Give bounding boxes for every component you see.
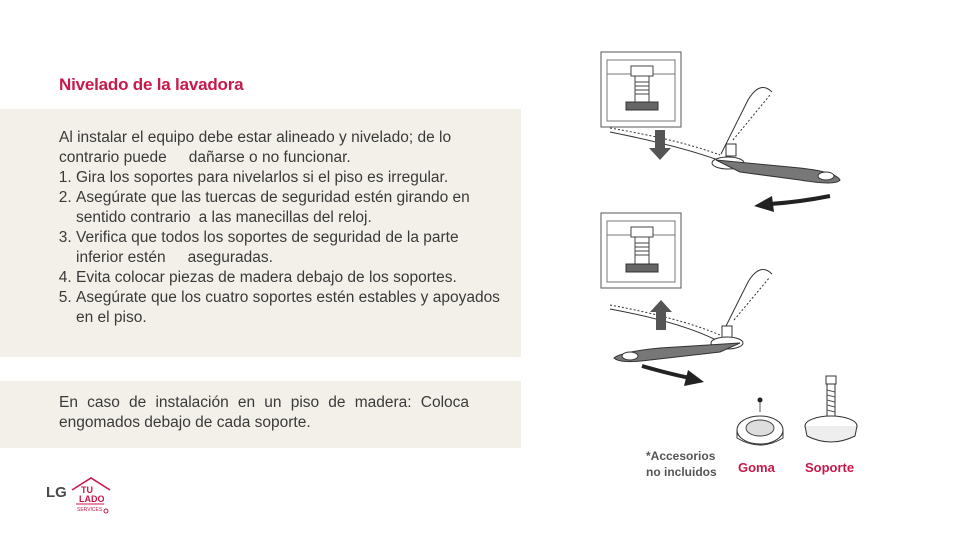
intro-line-1: Al instalar el equipo debe estar alineado y nivelado; de lo	[59, 129, 452, 146]
rubber-label: Goma	[738, 460, 775, 475]
bottom-foot	[614, 326, 743, 362]
logo-tu: TU	[81, 485, 93, 495]
bottom-inset-box	[601, 213, 681, 288]
page-title: Nivelado de la lavadora	[59, 75, 244, 94]
top-foot	[712, 144, 840, 183]
accessories-note: *Accesorios no incluidos	[646, 449, 717, 479]
top-inset-box	[601, 52, 681, 127]
intro-line-2: contrario puede dañarse o no funcionar.	[59, 149, 351, 166]
support-label: Soporte	[805, 460, 855, 475]
step-item: 3. Verifica que todos los soportes de seguridad de la parte inferior estén aseguradas.	[76, 228, 504, 268]
step-item: 4. Evita colocar piezas de madera debajo de los soportes.	[76, 268, 504, 288]
logo-lg: LG	[46, 484, 67, 501]
up-arrow-icon	[650, 300, 672, 330]
rubber-cup-icon	[737, 398, 783, 446]
logo-services: SERVICES	[77, 507, 103, 513]
support-foot-icon	[805, 376, 857, 442]
rotate-arrow-icon	[770, 196, 830, 204]
wood-floor-text: En caso de instalación en un piso de madera: Coloca engomados debajo de cada soporte.	[59, 394, 469, 431]
step-item: 5. Asegúrate que los cuatro soportes estén estables y apoyados en el piso.	[76, 288, 504, 328]
step-item: 1. Gira los soportes para nivelarlos si el piso es irregular.	[76, 168, 504, 188]
lg-tu-lado-logo	[46, 476, 116, 518]
step-item: 2. Asegúrate que las tuercas de seguridad estén girando en sentido contrario a las manecillas del reloj.	[76, 188, 504, 228]
rotate-arrow-icon	[642, 366, 690, 378]
logo-lado: LADO	[79, 494, 105, 504]
